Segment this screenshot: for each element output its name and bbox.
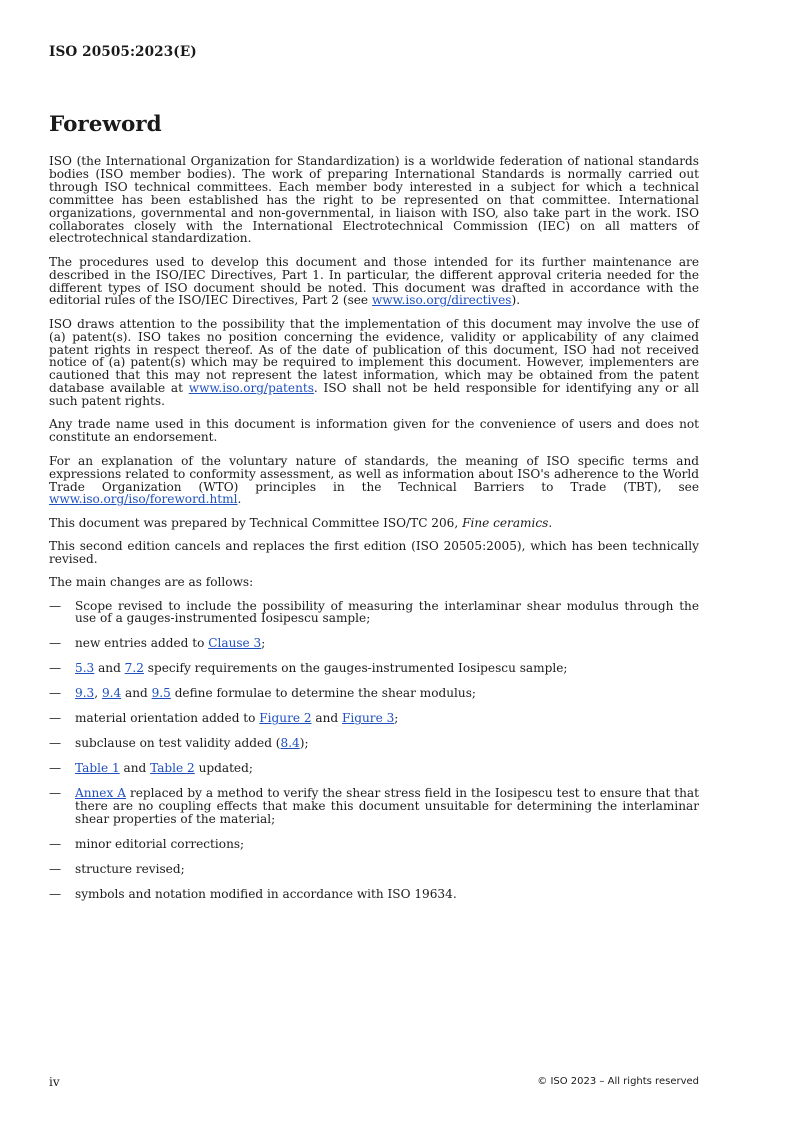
figure-2-link[interactable]: Figure 2 [259, 711, 312, 726]
figure-3-link[interactable]: Figure 3 [342, 711, 395, 726]
dash-bullet: — [49, 636, 62, 651]
table-2-link[interactable]: Table 2 [150, 761, 195, 776]
list-item: — 5.3 and 7.2 specify requirements on the gauges-instrumented Iosipescu sample; [49, 661, 568, 676]
list-item: — subclause on test validity added (8.4); [49, 736, 309, 751]
list-item: — material orientation added to Figure 2 and Figure 3; [49, 711, 399, 726]
foreword-body [49, 155, 699, 913]
subclause-5-3-link[interactable]: 5.3 [75, 661, 95, 676]
paragraph-edition: This second edition cancels and replaces the first edition (ISO 20505:2005), which has been technically revised. [49, 539, 699, 566]
subclause-7-2-link[interactable]: 7.2 [124, 661, 144, 676]
dash-bullet: — [49, 837, 62, 852]
list-item: — Scope revised to include the possibility of measuring the interlaminar shear modulus through the use of a gauges-instrumented Iosipescu sample; [49, 598, 699, 626]
annex-a-link[interactable]: Annex A [75, 786, 126, 801]
committee-name: Fine ceramics [462, 515, 549, 530]
copyright-notice: © ISO 2023 – All rights reserved [537, 1076, 699, 1087]
paragraph-patents: ISO draws attention to the possibility that the implementation of this document may involve the use of (a) patent(s). ISO takes no position concerning the evidence, validity or applicability of any claimed patent rights in respect thereof. As of the date of publication of this document, ISO had not received notice of (a) patent(s) which may be required to implement this document. However, implementers are cautioned that this may not represent the latest information, which may be obtained from the patent database available at www.iso.org/patents. ISO shall not be held responsible for identifying any or all such patent rights. [49, 316, 699, 409]
dash-bullet: — [49, 862, 62, 877]
table-1-link[interactable]: Table 1 [75, 761, 120, 776]
dash-bullet: — [49, 786, 62, 801]
list-item: — minor editorial corrections; [49, 837, 245, 852]
subclause-9-3-link[interactable]: 9.3 [75, 686, 95, 701]
paragraph-procedures: The procedures used to develop this document and those intended for its further maintenance are described in the ISO/IEC Directives, Part 1. In particular, the different approval criteria needed for the different types of ISO document should be noted. This document was drafted in accordance with the editorial rules of the ISO/IEC Directives, Part 2 (see www.iso.org/directives). [49, 254, 699, 308]
subclause-9-5-link[interactable]: 9.5 [151, 686, 171, 701]
dash-bullet: — [49, 686, 62, 701]
patents-link[interactable]: www.iso.org/patents [188, 381, 314, 396]
document-id-header: ISO 20505:2023(E) [49, 44, 197, 60]
paragraph-iso-intro: ISO (the International Organization for Standardization) is a worldwide federation of national standards bodies (ISO member bodies). The work of preparing International Standards is normally carried out through ISO technical committees. Each member body interested in a subject for which a technical committee has been established has the right to be represented on that committee. International organizations, governmental and non-governmental, in liaison with ISO, also take part in the work. ISO collaborates closely with the International Electrotechnical Commission (IEC) on all matters of electrotechnical standardization. [49, 154, 699, 246]
dash-bullet: — [49, 598, 62, 613]
dash-bullet: — [49, 711, 62, 726]
subclause-9-4-link[interactable]: 9.4 [101, 686, 122, 701]
paragraph-trade-name: Any trade name used in this document is information given for the convenience of users and does not constitute an endorsement. [49, 417, 699, 445]
list-item: — symbols and notation modified in accordance with ISO 19634. [49, 887, 457, 902]
list-item: — 9.3, 9.4 and 9.5 define formulae to determine the shear modulus; [49, 686, 476, 701]
clause-3-link[interactable]: Clause 3 [208, 636, 262, 651]
directives-link[interactable]: www.iso.org/directives [371, 293, 512, 308]
paragraph-voluntary-nature: For an explanation of the voluntary nature of standards, the meaning of ISO specific terms and expressions related to conformity assessment, as well as information about ISO's adherence to the World Trade Organization (WTO) principles in the Technical Barriers to Trade (TBT), see www.iso.org/iso/foreword.html. [49, 453, 699, 507]
list-item: — Annex A replaced by a method to verify the shear stress field in the Iosipescu test to ensure that that there are no coupling effects that make this document unsuitable for determining the interlaminar shear properties of the material; [49, 786, 699, 827]
list-item: — structure revised; [49, 862, 185, 877]
paragraph-main-changes: The main changes are as follows: [49, 575, 254, 590]
list-item: — new entries added to Clause 3; [49, 636, 266, 651]
dash-bullet: — [49, 736, 62, 751]
subclause-8-4-link[interactable]: 8.4 [280, 736, 300, 751]
list-item: — Table 1 and Table 2 updated; [49, 761, 253, 776]
dash-bullet: — [49, 887, 62, 902]
changes-list [49, 600, 699, 902]
page-number: iv [49, 1075, 60, 1089]
dash-bullet: — [49, 761, 62, 776]
page-title: Foreword [49, 112, 162, 137]
dash-bullet: — [49, 661, 62, 676]
foreword-link[interactable]: www.iso.org/iso/foreword.html [49, 492, 238, 507]
paragraph-committee: This document was prepared by Technical Committee ISO/TC 206, Fine ceramics. [49, 515, 553, 530]
